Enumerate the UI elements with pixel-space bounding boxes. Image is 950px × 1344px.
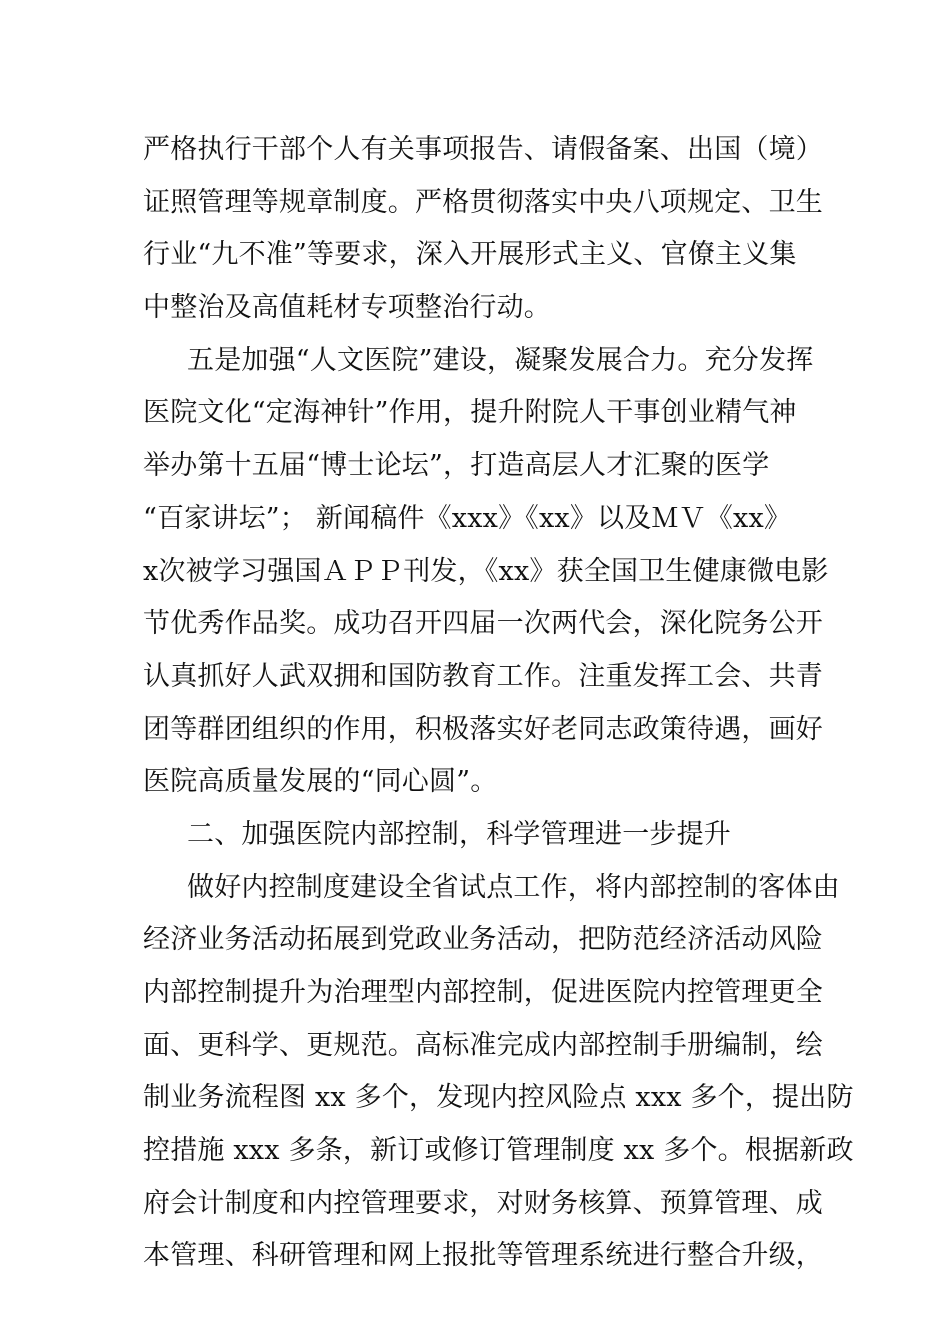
text-line: 医院文化“定海神针”作用，提升附院人干事创业精气神 [143, 397, 797, 429]
text-line: 医院高质量发展的“同心圆”。 [143, 766, 498, 798]
text-line: 内部控制提升为治理型内部控制，促进医院内控管理更全 [143, 977, 823, 1008]
text-line: 本管理、科研管理和网上报批等管理系统进行整合升级， [143, 1240, 823, 1272]
text-line: 府会计制度和内控管理要求，对财务核算、预算管理、成 [143, 1187, 823, 1219]
document-body [143, 124, 854, 1283]
text-line: 证照管理等规章制度。严格贯彻落实中央八项规定、卫生 [143, 186, 823, 218]
paragraph-first-line: 五是加强“人文医院”建设，凝聚发展合力。充分发挥 [187, 344, 814, 376]
text-line: “百家讲坛”； 新闻稿件《xxx》《xx》以及ＭＶ《xx》 [143, 502, 792, 534]
text-line: 控措施 xxx 多条，新订或修订管理制度 xx 多个。根据新政 [143, 1135, 854, 1167]
text-line: 认真抓好人武双拥和国防教育工作。注重发挥工会、共青 [143, 660, 823, 692]
text-line: 举办第十五届“博士论坛”，打造高层人才汇聚的医学 [143, 450, 770, 482]
text-line: 经济业务活动拓展到党政业务活动，把防范经济活动风险 [143, 924, 823, 956]
text-line: 中整治及高值耗材专项整治行动。 [143, 292, 551, 324]
text-line: 行业“九不准”等要求，深入开展形式主义、官僚主义集 [143, 239, 797, 271]
text-line: 节优秀作品奖。成功召开四届一次两代会，深化院务公开 [143, 608, 823, 640]
text-line: 制业务流程图 xx 多个，发现内控风险点 xxx 多个，提出防 [143, 1082, 854, 1114]
text-line: 团等群团组织的作用，积极落实好老同志政策待遇，画好 [143, 713, 823, 745]
text-line: 严格执行干部个人有关事项报告、请假备案、出国（境） [143, 134, 823, 165]
text-line: x次被学习强国ＡＰＰ刊发，《xx》获全国卫生健康微电影 [143, 555, 829, 587]
text-line: 面、更科学、更规范。高标准完成内部控制手册编制，绘 [143, 1029, 823, 1061]
section-heading: 二、加强医院内部控制，科学管理进一步提升 [187, 818, 731, 850]
paragraph-first-line: 做好内控制度建设全省试点工作，将内部控制的客体由 [187, 871, 840, 903]
